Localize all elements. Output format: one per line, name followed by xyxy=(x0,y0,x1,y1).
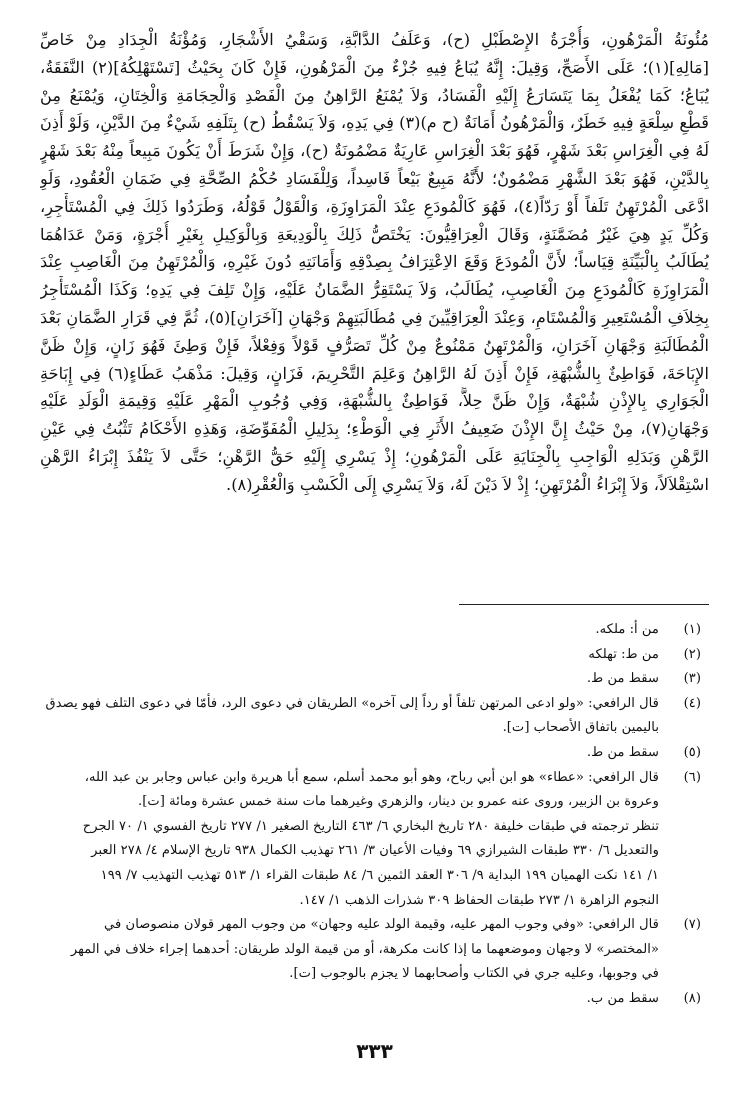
reference-line: ١/ ١٤١ نكت الهميان ١٩٩ البداية ٩/ ٣٠٦ العقد الثمين ٦/ ٨٤ طبقات القراء ١/ ٥١٣ تهذيب التهذيب ٧/ ١٩٩ xyxy=(100,867,659,883)
footnote-line: باليمين باتفاق الأصحاب [ت]. xyxy=(502,720,659,736)
footnote-8 xyxy=(40,987,709,1012)
footnote-text xyxy=(40,766,659,815)
book-page xyxy=(40,26,709,1073)
footnote-4 xyxy=(40,692,709,741)
text-line: بِالدَّيْنِ، فَهُوَ بَعْدَ الشَّهْرِ مَضْمُونٌ؛ لأَنَّهُ مَبِيعٌ بَيْعاً فَاسِداً، وَلِلْفَسَادِ حُكْمُ الصِّحَّةِ فِي ضَمَانِ الْعُقُودِ، وَلَوِ xyxy=(40,168,709,188)
text-line: الْمَرَاوِزَةِ كَالْمُودَعِ مِنَ الْغَاصِبِ، يُطَالَبُ، وَلاَ يَسْتَقِرُّ الضَّمَانُ عَلَيْهِ، وَإِنْ تَلِفَ فِي يَدِهِ؛ وَكَذَا الْمُسْتَأْجِرُ xyxy=(40,280,709,300)
footnote-number: (٨) xyxy=(683,990,701,1006)
footnote-text xyxy=(40,741,659,766)
footnote-number: (١) xyxy=(683,622,701,637)
reference-line: النجوم الزاهرة ١/ ٢٧٣ طبقات الحفاظ ٣٠٩ شذرات الذهب ١/ ١٤٧. xyxy=(299,892,659,908)
text-line: الْجَوَارِي بِالإِذْنِ شُبْهَةٌ، وَإِنْ ظَنَّ حِلاًّ، فَوَاطِئٌ بِالشُّبْهَةِ، وَفِي وُجُوبِ الْمَهْرِ عَلَيْهِ وَقِيمَةِ الْوَلَدِ عَلَيْهِ xyxy=(40,391,709,411)
footnote-2 xyxy=(40,643,709,668)
text-line: لَهُ فِي الْغِرَاسِ بَعْدَ شَهْرٍ، فَهُوَ بَعْدَ الْغِرَاسِ عَارِيَةٌ مَضْمُونَةٌ (ح)، وَإِنْ شَرَطَ أَنْ يَكُونَ مَبِيعاً مِنْهُ بَعْدَ شَهْرٍ xyxy=(40,141,709,161)
footnote-line: قال الرافعي: «وفي وجوب المهر عليه، وقيمة الولد عليه وجهان» من وجوب المهر قولان منصوصان في xyxy=(104,917,659,933)
text-line: ادَّعَى الْمُرْتَهِنُ تَلَفاً أَوْ رَدّاً(٤)، فَهُوَ كَالْمُودَعِ عِنْدَ الْمَرَاوِزَةِ، وَالْقَوْلُ قَوْلُهُ، وَطَرَدُوا ذَلِكَ فِي الْمُسْتَأْجِرِ، xyxy=(40,196,709,216)
footnote-number: (٥) xyxy=(683,744,701,760)
footnote-line: قال الرافعي: «عطاء» هو ابن أبي رباح، وهو أبو محمد أسلم، سمع أبا هريرة وابن عباس وجابر بن عبد الله، xyxy=(84,769,659,785)
footnote-number: (٧) xyxy=(683,917,701,933)
text-line: وَكُلِّ يَدٍ هِيَ غَيْرُ مُضَمَّنَةٍ، وَقَالَ الْعِرَاقِيُّونَ: يَخْتَصُّ ذَلِكَ بِالْوَدِيعَةِ وَبِالْوَكِيلِ بِغَيْرِ أُجْرَةٍ، وَمَنْ عَدَاهُمَا xyxy=(40,224,709,244)
footnote-number: (٣) xyxy=(683,671,701,687)
footnote-3 xyxy=(40,667,709,692)
text-line: الإِبَاحَةَ، فَوَاطِئٌ بِالشُّبْهَةِ، فَإِنْ أَذِنَ لَهُ الرَّاهِنُ وَعَلِمَ التَّحْرِيمَ، فَزَانٍ، وَقِيلَ: مَذْهَبُ عَطَاءٍ(٦) فِي إِبَاحَةِ xyxy=(40,363,709,383)
reference-line: والتعديل ٦/ ٣٣٠ طبقات الشيرازي ٦٩ وفيات الأعيان ٣/ ٢٦١ تهذيب الكمال ٩٣٨ تاريخ الإسلام ٤/ ٢٧٨ العبر xyxy=(91,843,659,859)
biography-references xyxy=(40,815,709,913)
footnote-5 xyxy=(40,741,709,766)
footnote-line: «المختصر» لا وجهان وموضعهما ما إذا كانت مكرهة، أو من قيمة الولد طريقان: أحدهما إجراء خلاف في المهر xyxy=(70,941,659,957)
footnote-line: سقط من ط. xyxy=(586,671,659,687)
footnote-line: من أ: ملكه. xyxy=(595,622,659,637)
footnote-number: (٢) xyxy=(683,646,701,662)
footnote-line: من ط: تهلكه xyxy=(588,646,659,662)
text-line: بِخِلاَفِ الْمُسْتَعِيرِ وَالْمُسْتَامِ، وَعِنْدَ الْعِرَاقِيِّينَ فِي مُطَالَبَتِهِمْ وَجْهَانِ [آخَرَانِ](٥)، ثُمَّ فِي قَرَارِ الضَّمَانِ بَعْدَ xyxy=(40,307,709,327)
footnotes-block xyxy=(40,618,709,1012)
footnote-6 xyxy=(40,766,709,815)
page-number: ٣٣٣ xyxy=(356,1039,393,1063)
footnote-text xyxy=(40,913,659,987)
text-line: الرَّهْنِ وَبَدَلِهِ الْوَاجِبِ بِالْجِنَايَةِ عَلَى الْمَرْهُونِ؛ إِذْ يَسْرِي إِلَيْهِ حَقُّ الرَّهْنِ؛ حَتَّى لاَ يَنْفُذَ إِبْرَاءُ الرَّهْنِ xyxy=(40,446,709,466)
footnote-1 xyxy=(40,618,709,643)
text-line-last: اسْتِقْلاَلاً، وَلاَ إِبْرَاءُ الْمُرْتَهِنِ؛ إِذْ لاَ دَيْنَ لَهُ، وَلاَ يَسْرِي إِلَى الْكَسْبِ وَالْعُقْرِ(٨). xyxy=(226,474,709,494)
text-line: مُئُونَةُ الْمَرْهُونِ، وَأُجْرَةُ الإِصْطَبْلِ (ح)، وَعَلَفُ الدَّابَّةِ، وَسَقْيُ الأَشْجَارِ، وَمُؤْنَةُ الْجِدَادِ مِنْ خَاصِّ xyxy=(40,30,709,49)
footnote-divider xyxy=(459,604,709,605)
footnote-line: وعروة بن الزبير، وروى عنه عمرو بن دينار، والزهري وغيرهما مات سنة خمس عشرة ومائة [ت]. xyxy=(138,794,659,810)
reference-line: تنظر ترجمته في طبقات خليفة ٢٨٠ تاريخ البخاري ٦/ ٤٦٣ التاريخ الصغير ١/ ٢٧٧ تاريخ الفسوي ١/ ٧٠ الجرح xyxy=(82,818,659,834)
footnote-text xyxy=(40,667,659,692)
footnote-text xyxy=(40,692,659,741)
text-line: الْمُطَالَبَةِ وَجْهَانِ آخَرَانِ، وَالْمُرْتَهِنُ مَمْنُوعٌ مِنْ كُلِّ تَصَرُّفٍ قَوْلاً وَفِعْلاً، فَإِنْ وَطِئَ فَهُوَ زَانٍ، وَإِنْ ظَنَّ xyxy=(40,335,709,355)
text-line: وَجْهَانِ(٧)، مِنْ حَيْثُ إِنَّ الإِذْنَ ضَعِيفُ الأَثَرِ فِي الْوَطْءِ؛ بِدَلِيلِ الْمُفَوِّضَةِ، وَهَذِهِ الأَحْكَامُ تَثْبُتُ فِي عَيْنِ xyxy=(40,419,709,439)
footnote-line: سقط من ط. xyxy=(586,744,659,760)
footnote-text xyxy=(40,643,659,668)
footnote-text xyxy=(40,987,659,1012)
text-line: [مَالِهِ](١)؛ عَلَى الأَصَحِّ، وَقِيلَ: إِنَّهُ يُبَاعُ فِيهِ جُزْءٌ مِنَ الْمَرْهُونِ، فَإِنْ كَانَ بِحَيْثُ [تَسْتَهْلِكُهُ](٢) النَّفَقَةُ، xyxy=(40,57,709,77)
footnote-7 xyxy=(40,913,709,987)
footnote-line: سقط من ب. xyxy=(586,990,659,1006)
footnote-line: في وجوبها، وعليه جري في الكتاب وأصحابهما لا يجزم بالوجوب [ت]. xyxy=(289,966,659,982)
footnote-number: (٤) xyxy=(683,695,701,711)
footnote-number: (٦) xyxy=(683,769,701,785)
footnote-line: قال الرافعي: «ولو ادعى المرتهن تلفاً أو رداً إلى آخره» الطريقان في دعوى الرد، فأمّا في دعوى التلف فهو يصدق xyxy=(45,695,659,711)
text-line: قَطْعِ سِلْعَةٍ فِيهِ خَطَرٌ، وَالْمَرْهُونُ أَمَانَةٌ (ح م)(٣) فِي يَدِهِ، وَلاَ يَسْقُطُ (ح) بِتَلَفِهِ شَيْءٌ مِنَ الدَّيْنِ، وَلَوْ أَذِنَ xyxy=(40,113,709,133)
footnote-text xyxy=(40,618,659,643)
text-line: يُبَاعُ؛ كَمَا يُفْعَلُ بِمَا يَتَسَارَعُ إِلَيْهِ الْفَسَادُ، وَلاَ يُمْنَعُ الرَّاهِنُ مِنَ الْفَصْدِ وَالْحِجَامَةِ وَالْخِتَانِ، وَيُمْنَعُ مِنْ xyxy=(40,85,709,105)
main-text-block xyxy=(40,26,709,499)
text-line: يُطَالَبُ بِالْبَيِّنَةِ قِيَاساً؛ لأَنَّ الْمُودَعَ وَقَعَ الاِعْتِرَافُ بِصِدْقِهِ وَأَمَانَتِهِ دُونَ غَيْرِهِ، وَالْمُرْتَهِنُ مِنَ الْغَاصِبِ عِنْدَ xyxy=(40,252,709,272)
